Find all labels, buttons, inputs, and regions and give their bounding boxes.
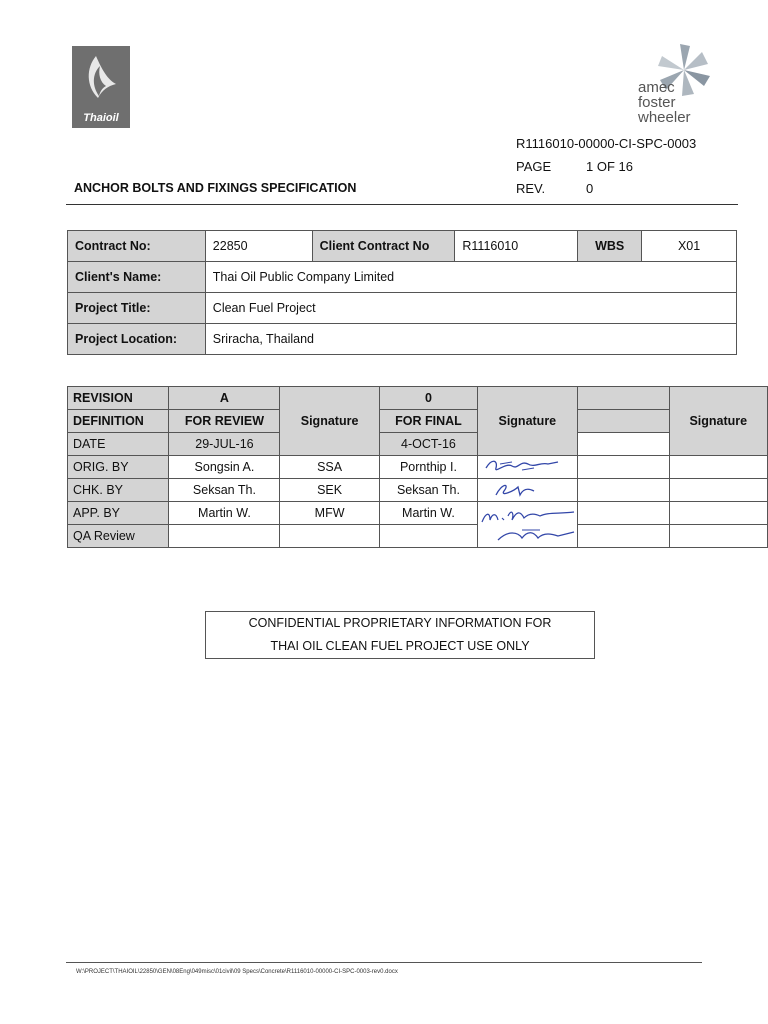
rev-value: 0 bbox=[586, 181, 594, 196]
definition-row bbox=[68, 410, 768, 433]
document-title: ANCHOR BOLTS AND FIXINGS SPECIFICATION bbox=[74, 181, 357, 195]
contract-no-label: Contract No: bbox=[68, 231, 206, 262]
confidential-line-2: THAI OIL CLEAN FUEL PROJECT USE ONLY bbox=[270, 639, 530, 653]
wbs-label: WBS bbox=[578, 231, 642, 262]
afw-line-2: foster bbox=[638, 94, 676, 111]
rev-0-app-signature bbox=[478, 502, 577, 548]
page-label: PAGE bbox=[516, 159, 552, 174]
project-title-label: Project Title: bbox=[68, 293, 206, 324]
client-name-row bbox=[68, 262, 737, 293]
revision-table bbox=[67, 386, 768, 548]
rev-0-orig-signature bbox=[478, 456, 577, 479]
rev-blank-chk-sig bbox=[669, 479, 767, 502]
rev-blank-app bbox=[577, 502, 669, 525]
rev-blank-qa bbox=[577, 525, 669, 548]
rev-a-qa-sig bbox=[280, 525, 379, 548]
revision-row bbox=[68, 387, 768, 410]
rev-blank-orig bbox=[577, 456, 669, 479]
project-location-value: Sriracha, Thailand bbox=[205, 324, 736, 355]
rev-blank-orig-sig bbox=[669, 456, 767, 479]
rev-label: REV. bbox=[516, 181, 546, 196]
chk-label: CHK. BY bbox=[68, 479, 169, 502]
definition-label: DEFINITION bbox=[68, 410, 169, 433]
rev-a-code: A bbox=[169, 387, 280, 410]
project-info-table bbox=[67, 230, 737, 355]
document-number: R1116010-00000-CI-SPC-0003 bbox=[516, 136, 697, 151]
handwritten-signature-orig bbox=[482, 456, 562, 478]
rev-0-definition: FOR FINAL bbox=[379, 410, 477, 433]
rev-blank-date bbox=[577, 433, 669, 456]
amec-foster-wheeler-wordmark bbox=[638, 80, 691, 125]
orig-row bbox=[68, 456, 768, 479]
rev-blank-definition bbox=[577, 410, 669, 433]
rev-a-orig: Songsin A. bbox=[169, 456, 280, 479]
contract-row bbox=[68, 231, 737, 262]
project-title-value: Clean Fuel Project bbox=[205, 293, 736, 324]
rev-0-orig: Pornthip I. bbox=[379, 456, 477, 479]
confidential-notice bbox=[205, 611, 595, 659]
afw-line-3: wheeler bbox=[638, 109, 691, 126]
wbs-value: X01 bbox=[642, 231, 737, 262]
rev-0-date: 4-OCT-16 bbox=[379, 433, 477, 456]
thaioil-logo-text: Thaioil bbox=[83, 112, 119, 124]
rev-blank-app-sig bbox=[669, 502, 767, 525]
footer-file-path: W:\PROJECT\THAIOIL\22850\GEN\08Eng\049misc\01civil\09 Specs\Concrete\R1116010-00000-CI-SPC-0003-rev0.docx bbox=[76, 969, 398, 975]
rev-0-signature-header: Signature bbox=[478, 387, 577, 456]
footer-divider bbox=[66, 962, 702, 963]
rev-0-app: Martin W. bbox=[379, 502, 477, 525]
client-name-label: Client's Name: bbox=[68, 262, 206, 293]
client-name-value: Thai Oil Public Company Limited bbox=[205, 262, 736, 293]
page-value: 1 OF 16 bbox=[586, 159, 633, 174]
app-label: APP. BY bbox=[68, 502, 169, 525]
qa-label: QA Review bbox=[68, 525, 169, 548]
project-location-row bbox=[68, 324, 737, 355]
client-contract-label: Client Contract No bbox=[312, 231, 455, 262]
rev-blank-signature-header: Signature bbox=[669, 387, 767, 456]
rev-row bbox=[516, 181, 716, 196]
rev-a-app: Martin W. bbox=[169, 502, 280, 525]
project-title-row bbox=[68, 293, 737, 324]
rev-blank-qa-sig bbox=[669, 525, 767, 548]
thaioil-logo bbox=[72, 46, 130, 128]
rev-0-qa bbox=[379, 525, 477, 548]
rev-a-chk-sig: SEK bbox=[280, 479, 379, 502]
revision-label: REVISION bbox=[68, 387, 169, 410]
qa-row bbox=[68, 525, 768, 548]
header-divider bbox=[66, 204, 738, 205]
rev-blank-chk bbox=[577, 479, 669, 502]
handwritten-signature-app bbox=[478, 504, 578, 548]
orig-label: ORIG. BY bbox=[68, 456, 169, 479]
chk-row bbox=[68, 479, 768, 502]
rev-a-signature-header: Signature bbox=[280, 387, 379, 456]
rev-a-definition: FOR REVIEW bbox=[169, 410, 280, 433]
afw-line-1: amec bbox=[638, 79, 675, 96]
contract-no-value: 22850 bbox=[205, 231, 312, 262]
rev-a-qa bbox=[169, 525, 280, 548]
rev-blank-code bbox=[577, 387, 669, 410]
rev-0-chk-signature bbox=[478, 479, 577, 502]
client-contract-value: R1116010 bbox=[455, 231, 578, 262]
rev-a-app-sig: MFW bbox=[280, 502, 379, 525]
confidential-line-1: CONFIDENTIAL PROPRIETARY INFORMATION FOR bbox=[248, 616, 552, 630]
date-label: DATE bbox=[68, 433, 169, 456]
rev-a-date: 29-JUL-16 bbox=[169, 433, 280, 456]
date-row bbox=[68, 433, 768, 456]
rev-0-chk: Seksan Th. bbox=[379, 479, 477, 502]
rev-0-code: 0 bbox=[379, 387, 477, 410]
page-row bbox=[516, 159, 716, 174]
rev-a-chk: Seksan Th. bbox=[169, 479, 280, 502]
app-row bbox=[68, 502, 768, 525]
rev-a-orig-sig: SSA bbox=[280, 456, 379, 479]
handwritten-signature-chk bbox=[490, 479, 550, 501]
project-location-label: Project Location: bbox=[68, 324, 206, 355]
